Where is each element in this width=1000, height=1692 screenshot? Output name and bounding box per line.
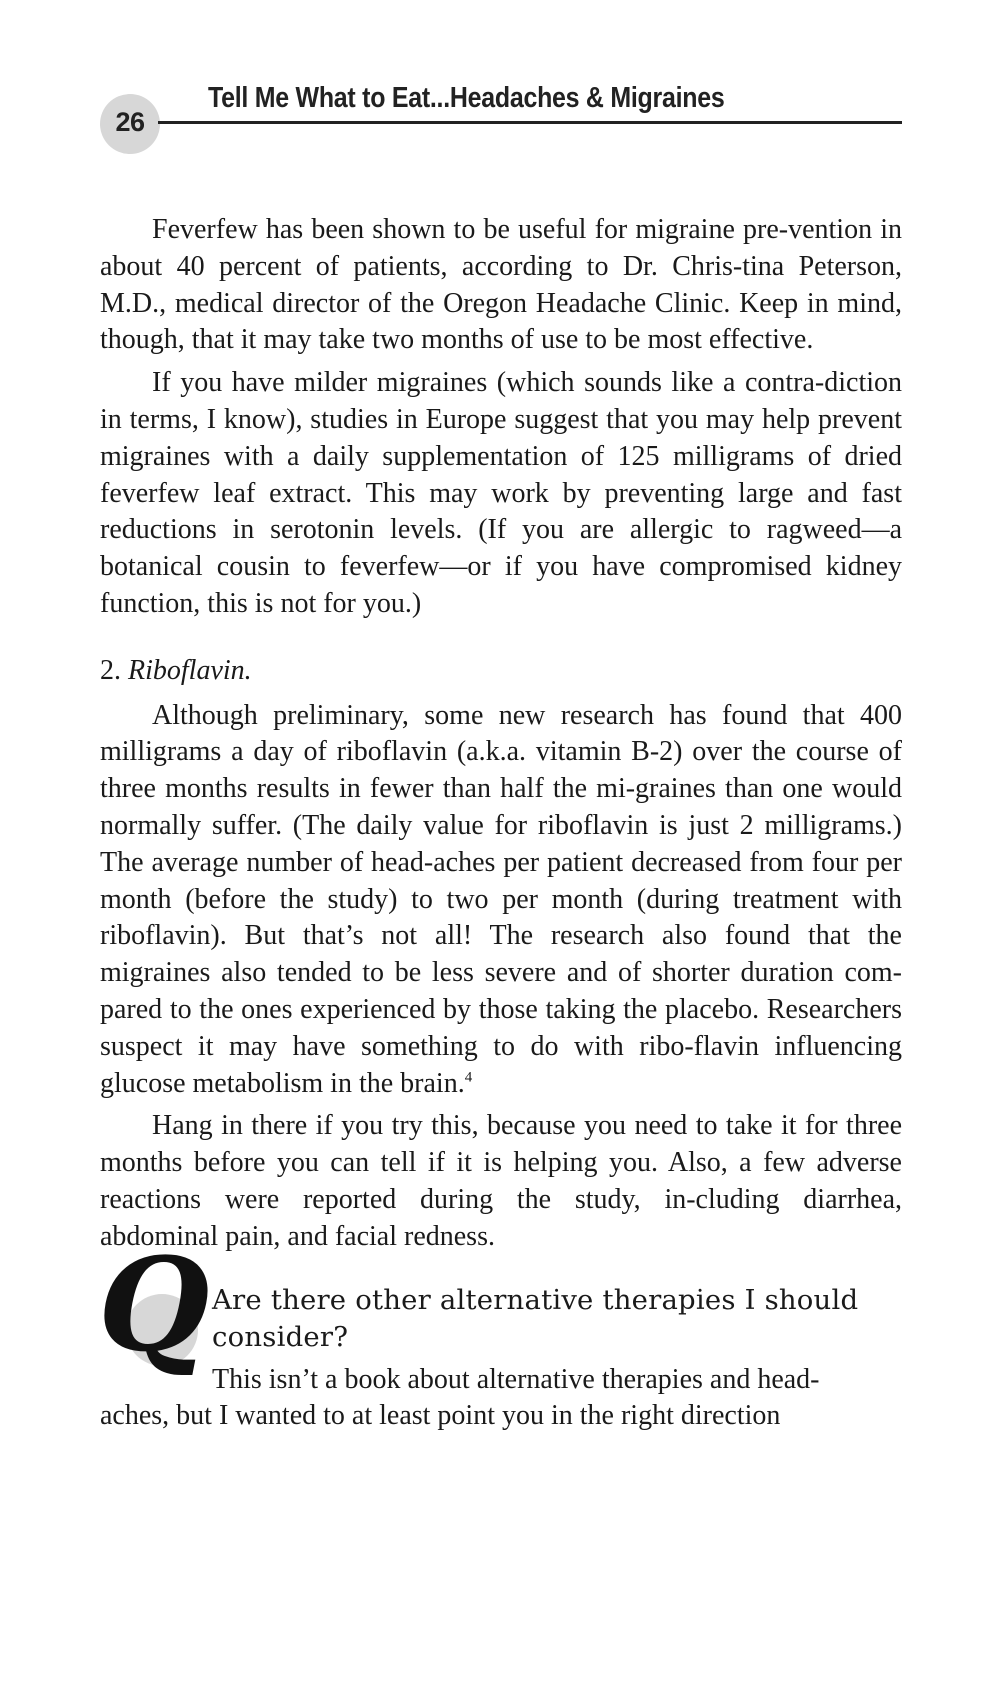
running-title: Tell Me What to Eat...Headaches & Migraines — [208, 82, 725, 114]
answer-first-line: This isn’t a book about alternative therapies and head- — [212, 1363, 820, 1395]
page-header — [0, 0, 1000, 160]
answer-continuation: aches, but I wanted to at least point you in the right direction — [100, 1400, 781, 1432]
section-number: 2. — [100, 654, 121, 686]
section-heading — [100, 653, 902, 690]
answer-text — [100, 1362, 902, 1436]
paragraph: Feverfew has been shown to be useful for migraine pre-vention in about 40 percent of patients, according to Dr. Chris-tina Peterson, M.D., medical director of the Oregon Headache Clinic. Keep in mind, though, that it may take two months of use to be most effective. — [100, 214, 902, 356]
body-text — [100, 212, 902, 1435]
section-title: Riboflavin. — [128, 654, 252, 686]
question-text: Are there other alternative therapies I should consider? — [212, 1283, 859, 1353]
paragraph: If you have milder migraines (which sounds like a contra-diction in terms, I know), studies in Europe suggest that you may help prevent migraines with a daily supplementation of 125 milligrams of dried feverfew leaf extract. This may work by preventing large and fast reductions in serotonin levels. (If you are allergic to ragweed—a botanical cousin to feverfew—or if you have compromised kidney function, this is not for you.) — [100, 367, 902, 619]
header-rule — [158, 121, 902, 124]
footnote-marker: 4 — [464, 1069, 473, 1086]
question-answer-block — [98, 1230, 902, 1436]
paragraph-text: Although preliminary, some new research has found that 400 milligrams a day of riboflavin (a.k.a. vitamin B-2) over the course of three months results in fewer than half the mi-graines than one would normally suffer. (The daily value for riboflavin is just 2 milligrams.) The average number of head-aches per patient decreased from four per month (before the study) to two per month (during treatment with riboflavin). But that’s not all! The research also found that the migraines also tended to be less severe and of shorter duration com-pared to the ones experienced by those taking the placebo. Researchers suspect it may have something to do with ribo-flavin influencing glucose metabolism in the brain. — [100, 699, 902, 1099]
q-letter-icon: Q — [98, 1230, 210, 1381]
paragraph — [100, 698, 902, 1103]
page-number: 26 — [115, 107, 145, 137]
paragraph: Hang in there if you try this, because you need to take it for three months before you can tell if it is helping you. Also, a few adverse reactions were reported during the study, in-cluding diarrhea, abdominal pain, and facial redness. — [100, 1110, 902, 1252]
